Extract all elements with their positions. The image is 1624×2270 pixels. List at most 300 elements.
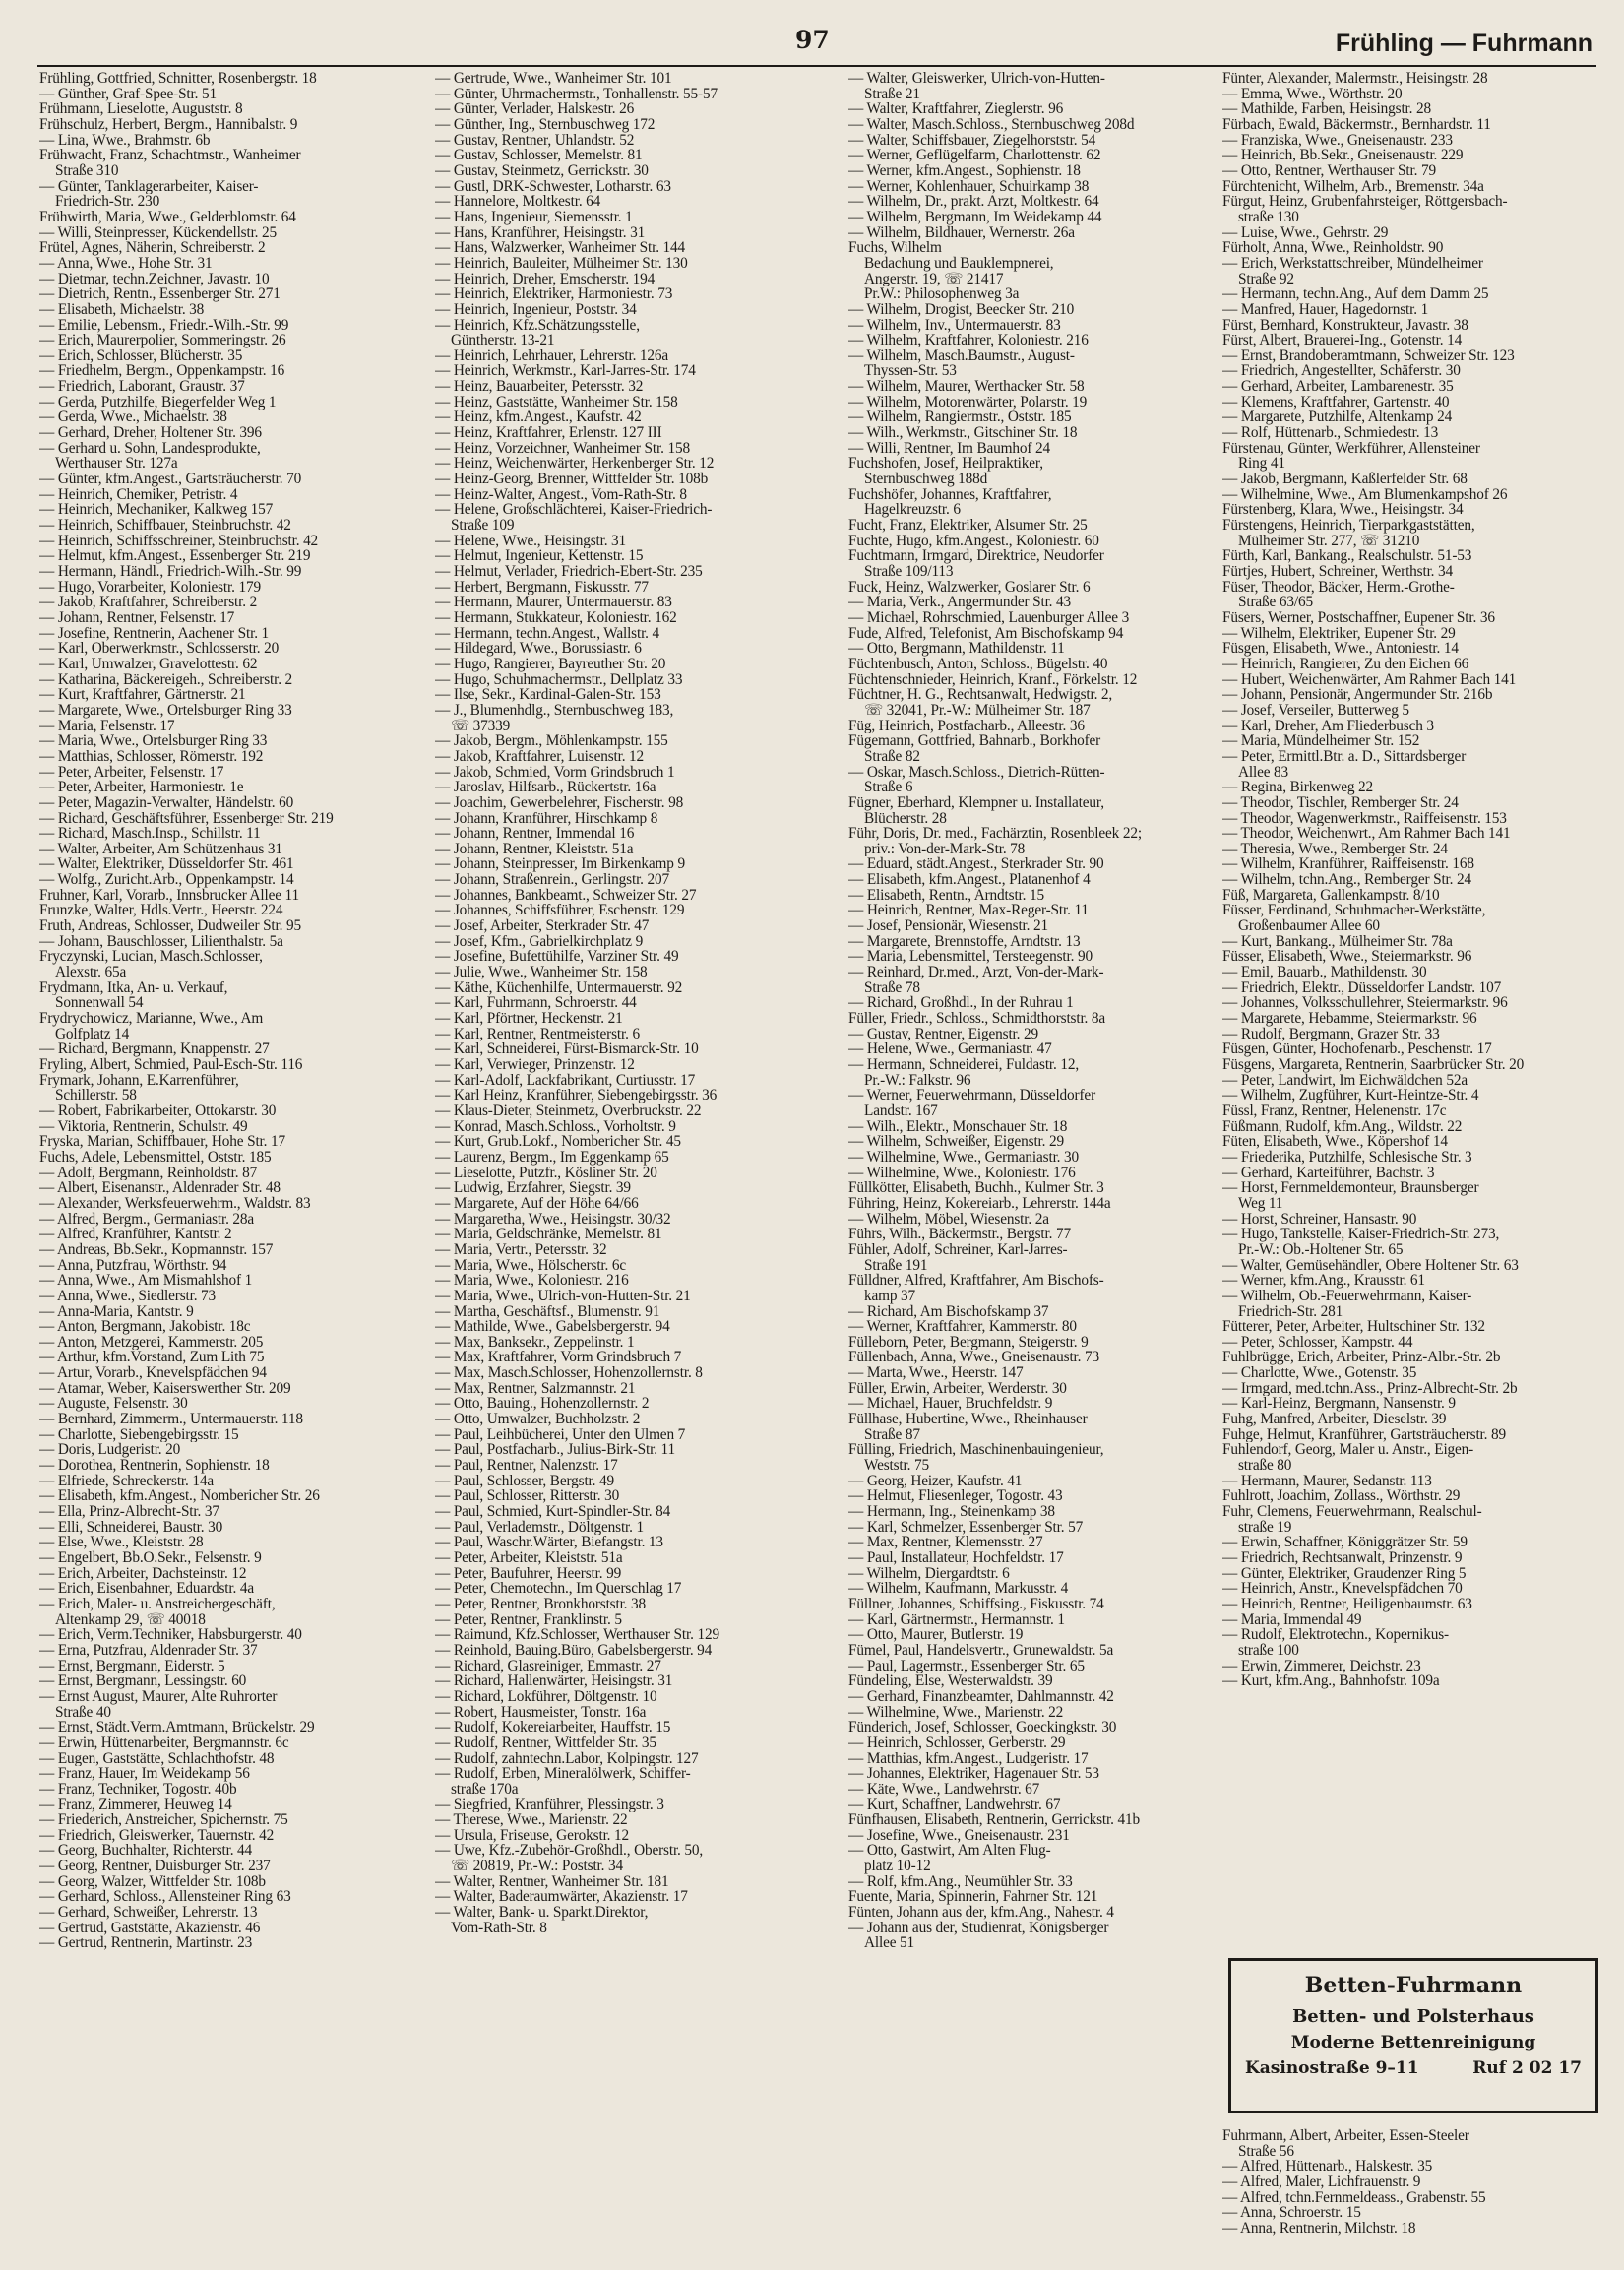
- directory-entry: — Gerda, Putzhilfe, Biegerfelder Weg 1: [39, 394, 277, 410]
- directory-entry: — Kurt, Grub.Lokf., Nombericher Str. 45: [435, 1134, 681, 1150]
- ad-tagline: Moderne Bettenreinigung: [1290, 2033, 1536, 2052]
- directory-entry: Fürstenau, Günter, Werkführer, Allensteiner: [1222, 440, 1480, 457]
- directory-entry: — Heinz-Walter, Angest., Vom-Rath-Str. 8: [435, 486, 687, 503]
- entry-continuation: Friedrich-Str. 230: [55, 194, 160, 210]
- directory-entry: Füten, Elisabeth, Wwe., Köpershof 14: [1222, 1134, 1448, 1150]
- directory-entry: Frühwacht, Franz, Schachtmstr., Wanheimer: [39, 148, 301, 163]
- directory-entry: — Johannes, Schiffsführer, Eschenstr. 129: [435, 903, 685, 919]
- entry-continuation: Pr.-W.: Ob.-Holtener Str. 65: [1238, 1241, 1404, 1258]
- directory-column-3: [848, 71, 1238, 2258]
- directory-entry: — Max, Rentner, Klemensstr. 27: [848, 1535, 1043, 1550]
- entry-continuation: Weg 11: [1238, 1195, 1283, 1212]
- directory-entry: — Günter, Tanklagerarbeiter, Kaiser-: [39, 178, 259, 195]
- directory-entry: — Anna-Maria, Kantstr. 9: [39, 1303, 194, 1320]
- directory-entry: — Gertrude, Wwe., Wanheimer Str. 101: [435, 71, 672, 87]
- entry-continuation: straße 80: [1238, 1458, 1292, 1474]
- ad-title: Betten-Fuhrmann: [1304, 1973, 1523, 1998]
- directory-entry: Füllhase, Hubertine, Wwe., Rheinhauser: [848, 1412, 1088, 1427]
- directory-entry: — Matthias, kfm.Angest., Ludgeristr. 17: [848, 1750, 1089, 1767]
- entry-continuation: Straße 63/65: [1238, 595, 1313, 610]
- directory-entry: — Wilhelm, Ob.-Feuerwehrmann, Kaiser-: [1222, 1288, 1472, 1304]
- directory-entry: — Richard, Glasreiniger, Emmastr. 27: [435, 1658, 661, 1674]
- directory-entry: — Johannes, Volksschullehrer, Steiermarkstr. 96: [1222, 995, 1508, 1012]
- directory-entry: — Julie, Wwe., Wanheimer Str. 158: [435, 965, 648, 980]
- directory-entry: — Heinrich, Rentner, Heiligenbaumstr. 63: [1222, 1596, 1472, 1612]
- directory-entry: — Friedrich, Laborant, Graustr. 37: [39, 379, 245, 395]
- directory-entry: — Otto, Umwalzer, Buchholzstr. 2: [435, 1412, 641, 1427]
- running-head: Frühling — Fuhrmann: [1335, 30, 1593, 57]
- entry-continuation: Großenbaumer Allee 60: [1238, 918, 1380, 934]
- directory-entry: — Rudolf, Rentner, Wittfelder Str. 35: [435, 1734, 656, 1751]
- directory-entry: — Matthias, Schlosser, Römerstr. 192: [39, 748, 264, 765]
- directory-entry: — Charlotte, Siebengebirgsstr. 15: [39, 1426, 239, 1443]
- directory-entry: Fude, Alfred, Telefonist, Am Bischofskamp 94: [848, 625, 1124, 642]
- entry-continuation: Pr.-W.: Falkstr. 96: [864, 1072, 971, 1089]
- directory-entry: — Oskar, Masch.Schloss., Dietrich-Rütten-: [848, 764, 1105, 781]
- directory-entry: Fuchs, Adele, Lebensmittel, Oststr. 185: [39, 1149, 272, 1166]
- directory-entry: — Gerhard, Arbeiter, Lambarenestr. 35: [1222, 379, 1454, 395]
- directory-entry: — Karl, Schneiderei, Fürst-Bismarck-Str. 10: [435, 1041, 699, 1057]
- entry-continuation: Schillerstr. 58: [55, 1088, 137, 1103]
- directory-entry: — Peter, Rentner, Bronkhorststr. 38: [435, 1596, 647, 1612]
- directory-entry: Führ, Doris, Dr. med., Fachärztin, Rosenbleek 22;: [848, 826, 1142, 842]
- directory-entry: Fuhr, Clemens, Feuerwehrmann, Realschul-: [1222, 1504, 1482, 1520]
- entry-continuation: Vom-Rath-Str. 8: [451, 1920, 547, 1936]
- directory-entry: Füller, Erwin, Arbeiter, Werderstr. 30: [848, 1380, 1067, 1397]
- directory-entry: Füllner, Johannes, Schiffsing., Fiskusstr. 74: [848, 1596, 1104, 1612]
- directory-entry: — Erich, Eisenbahner, Eduardstr. 4a: [39, 1581, 254, 1597]
- directory-entry: — Josef, Pensionär, Wiesenstr. 21: [848, 918, 1048, 934]
- directory-entry: — Robert, Hausmeister, Tonstr. 16a: [435, 1704, 647, 1721]
- directory-entry: — Wilhelm, Maurer, Werthacker Str. 58: [848, 379, 1085, 395]
- directory-entry: — Friedrich, Elektr., Düsseldorfer Landstr. 107: [1222, 979, 1502, 996]
- directory-entry: — Jakob, Bergmann, Kaßlerfelder Str. 68: [1222, 472, 1468, 487]
- directory-entry: — Hans, Walzwerker, Wanheimer Str. 144: [435, 240, 686, 256]
- entry-continuation: Hagelkreuzstr. 6: [864, 502, 961, 519]
- directory-entry: Füß, Margareta, Gallenkampstr. 8/10: [1222, 887, 1440, 904]
- directory-entry: — Günter, kfm.Angest., Gartsträucherstr. 70: [39, 472, 302, 487]
- directory-entry: — Maria, Mündelheimer Str. 152: [1222, 733, 1420, 749]
- entry-continuation: Straße 191: [864, 1257, 928, 1274]
- directory-entry: — Jakob, Schmied, Vorm Grindsbruch 1: [435, 764, 675, 781]
- directory-entry: Fürth, Karl, Bankang., Realschulstr. 51-53: [1222, 548, 1472, 564]
- directory-entry: — Margarete, Hebamme, Steiermarkstr. 96: [1222, 1011, 1477, 1027]
- directory-entry: — Erich, Arbeiter, Dachsteinstr. 12: [39, 1565, 247, 1582]
- directory-entry: — Karl, Dreher, Am Fliederbusch 3: [1222, 718, 1434, 734]
- directory-entry: — Hermann, techn.Ang., Auf dem Damm 25: [1222, 286, 1489, 302]
- directory-entry: — Heinz, Vorzeichner, Wanheimer Str. 158: [435, 440, 690, 457]
- directory-entry: — Helene, Wwe., Germaniastr. 47: [848, 1041, 1052, 1057]
- directory-entry: — Karl Heinz, Kranführer, Siebengebirgsstr. 36: [435, 1088, 718, 1103]
- directory-entry: — Hermann, Ing., Steinenkamp 38: [848, 1504, 1055, 1520]
- directory-entry: — Johann, Rentner, Immendal 16: [435, 826, 635, 842]
- directory-entry: — Josef, Arbeiter, Sterkrader Str. 47: [435, 918, 650, 934]
- directory-entry: — Gerhard u. Sohn, Landesprodukte,: [39, 440, 261, 457]
- directory-entry: — Horst, Schreiner, Hansastr. 90: [1222, 1211, 1417, 1228]
- directory-entry: — Emil, Bauarb., Mathildenstr. 30: [1222, 965, 1427, 980]
- directory-entry: — Elfriede, Schreckerstr. 14a: [39, 1473, 215, 1489]
- directory-entry: — Paul, Postfacharb., Julius-Birk-Str. 11: [435, 1442, 675, 1459]
- directory-entry: — Elisabeth, Michaelstr. 38: [39, 301, 205, 318]
- directory-entry: Füllenbach, Anna, Wwe., Gneisenaustr. 73: [848, 1350, 1099, 1366]
- entry-continuation: Bedachung und Bauklempnerei,: [864, 255, 1054, 272]
- directory-entry: — Josef, Verseiler, Butterweg 5: [1222, 702, 1409, 719]
- directory-entry: — Irmgard, med.tchn.Ass., Prinz-Albrecht-Str. 2b: [1222, 1380, 1518, 1397]
- directory-entry: Fuhge, Helmut, Kranführer, Gartsträucherstr. 89: [1222, 1426, 1506, 1443]
- directory-entry: — Adolf, Bergmann, Reinholdstr. 87: [39, 1165, 258, 1181]
- entry-continuation: Straße 92: [1238, 271, 1294, 287]
- directory-entry: Fuhg, Manfred, Arbeiter, Dieselstr. 39: [1222, 1412, 1447, 1427]
- directory-entry: — Else, Wwe., Kleiststr. 28: [39, 1535, 204, 1550]
- directory-entry: — Gustav, Rentner, Uhlandstr. 52: [435, 132, 635, 149]
- directory-entry: — Heinrich, Mechaniker, Kalkweg 157: [39, 502, 274, 519]
- directory-entry: — Anton, Bergmann, Jakobistr. 18c: [39, 1319, 251, 1335]
- directory-entry: Fürchtenicht, Wilhelm, Arb., Bremenstr. 34a: [1222, 178, 1484, 195]
- directory-entry: — Peter, Rentner, Franklinstr. 5: [435, 1611, 622, 1628]
- directory-entry: — Lieselotte, Putzfr., Kösliner Str. 20: [435, 1165, 657, 1181]
- directory-entry: — Georg, Heizer, Kaufstr. 41: [848, 1473, 1023, 1489]
- directory-entry: — Hannelore, Moltkestr. 64: [435, 194, 601, 210]
- directory-entry: — Kurt, Bankang., Mülheimer Str. 78a: [1222, 933, 1453, 950]
- directory-entry: — Ernst, Brandoberamtmann, Schweizer Str. 123: [1222, 347, 1515, 364]
- directory-entry: — Walter, Bank- u. Sparkt.Direktor,: [435, 1905, 649, 1921]
- entry-continuation: Golfplatz 14: [55, 1026, 130, 1042]
- directory-entry: Führs, Wilh., Bäckermstr., Bergstr. 77: [848, 1227, 1071, 1242]
- directory-entry: Fuhlbrügge, Erich, Arbeiter, Prinz-Albr.-Str. 2b: [1222, 1350, 1501, 1366]
- directory-entry: — Mathilde, Farben, Heisingstr. 28: [1222, 101, 1432, 117]
- directory-entry: — Kurt, kfm.Ang., Bahnhofstr. 109a: [1222, 1673, 1440, 1689]
- directory-entry: — Maria, Wwe., Ortelsburger Ring 33: [39, 733, 268, 749]
- directory-entry: — Elli, Schneiderei, Baustr. 30: [39, 1519, 223, 1536]
- directory-entry: — Richard, Hallenwärter, Heisingstr. 31: [435, 1673, 673, 1689]
- directory-entry: — Johann, Straßenrein., Gerlingstr. 207: [435, 872, 670, 888]
- directory-entry: — Willi, Rentner, Im Baumhof 24: [848, 440, 1050, 457]
- directory-entry: — Engelbert, Bb.O.Sekr., Felsenstr. 9: [39, 1550, 262, 1566]
- directory-entry: Fuhrmann, Albert, Arbeiter, Essen-Steeler: [1222, 2128, 1469, 2144]
- directory-entry: — Gertrud, Gaststätte, Akazienstr. 46: [39, 1920, 261, 1936]
- directory-entry: — Maria, Verk., Angermunder Str. 43: [848, 595, 1072, 610]
- directory-entry: — Katharina, Bäckereigeh., Schreiberstr. 2: [39, 671, 293, 688]
- directory-entry: — Anna, Wwe., Siedlerstr. 73: [39, 1288, 217, 1304]
- directory-entry: — Heinrich, Rangierer, Zu den Eichen 66: [1222, 656, 1469, 672]
- directory-entry: — Otto, Gastwirt, Am Alten Flug-: [848, 1843, 1051, 1860]
- entry-continuation: Güntherstr. 13-21: [451, 333, 555, 348]
- directory-entry: — Otto, Bergmann, Mathildenstr. 11: [848, 641, 1065, 657]
- directory-entry: — Erwin, Hüttenarbeiter, Bergmannstr. 6c: [39, 1734, 289, 1751]
- directory-entry: — Heinrich, Bauleiter, Mülheimer Str. 130: [435, 255, 688, 272]
- directory-entry: — Paul, Lagermstr., Essenberger Str. 65: [848, 1658, 1085, 1674]
- directory-entry: Frydmann, Itka, An- u. Verkauf,: [39, 979, 228, 996]
- directory-entry: — Heinrich, Werkmstr., Karl-Jarres-Str. 174: [435, 363, 696, 380]
- directory-entry: — Helene, Wwe., Heisingstr. 31: [435, 533, 627, 549]
- directory-entry: — Ella, Prinz-Albrecht-Str. 37: [39, 1504, 219, 1520]
- page-number: 97: [795, 26, 830, 54]
- directory-entry: — Maria, Immendal 49: [1222, 1611, 1362, 1628]
- directory-entry: — Günter, Uhrmachermstr., Tonhallenstr. 55-57: [435, 86, 718, 102]
- directory-entry: — Heinrich, Rentner, Max-Reger-Str. 11: [848, 903, 1089, 919]
- directory-entry: — Atamar, Weber, Kaiserswerther Str. 209: [39, 1380, 291, 1397]
- directory-entry: — Paul, Leihbücherei, Unter den Ulmen 7: [435, 1426, 686, 1443]
- directory-entry: — Siegfried, Kranführer, Plessingstr. 3: [435, 1797, 664, 1813]
- directory-entry: — Käthe, Küchenhilfe, Untermauerstr. 92: [435, 979, 683, 996]
- directory-entry: — Hans, Kranführer, Heisingstr. 31: [435, 224, 646, 241]
- directory-entry: Fülldner, Alfred, Kraftfahrer, Am Bischofs-: [848, 1273, 1104, 1289]
- directory-entry: — Ursula, Friseuse, Gerokstr. 12: [435, 1827, 630, 1844]
- directory-entry: Fuhlrott, Joachim, Zollass., Wörthstr. 29: [1222, 1488, 1461, 1505]
- directory-entry: — Klaus-Dieter, Steinmetz, Overbruckstr. 22: [435, 1103, 702, 1119]
- entry-continuation: Pr.W.: Philosophenweg 3a: [864, 286, 1020, 302]
- advertisement-box: [1228, 1958, 1598, 2113]
- directory-entry: — Hermann, Maurer, Sedanstr. 113: [1222, 1473, 1432, 1489]
- directory-entry: — Hermann, Stukkateur, Koloniestr. 162: [435, 609, 677, 626]
- directory-entry: — Heinrich, Anstr., Knevelspfädchen 70: [1222, 1581, 1463, 1597]
- directory-entry: — Ludwig, Erzfahrer, Siegstr. 39: [435, 1180, 631, 1196]
- directory-entry: — Alfred, Maler, Lichfrauenstr. 9: [1222, 2174, 1421, 2190]
- directory-entry: Fürbach, Ewald, Bäckermstr., Bernhardstr. 11: [1222, 116, 1491, 133]
- directory-entry: Füller, Friedr., Schloss., Schmidthorststr. 8a: [848, 1011, 1106, 1027]
- directory-entry: Füsser, Ferdinand, Schuhmacher-Werkstätte,: [1222, 903, 1486, 919]
- directory-entry: — Gustav, Steinmetz, Gerrickstr. 30: [435, 162, 649, 179]
- entry-continuation: Straße 21: [864, 86, 920, 102]
- directory-entry: — Johannes, Elektriker, Hagenauer Str. 53: [848, 1766, 1099, 1782]
- entry-continuation: Mülheimer Str. 277, ☏ 31210: [1238, 533, 1420, 549]
- directory-entry: — Gerhard, Schweißer, Lehrerstr. 13: [39, 1905, 258, 1921]
- directory-entry: — Werner, Kraftfahrer, Kammerstr. 80: [848, 1319, 1077, 1335]
- directory-entry: — Gustav, Rentner, Eigenstr. 29: [848, 1026, 1038, 1042]
- entry-continuation: ☏ 32041, Pr.-W.: Mülheimer Str. 187: [864, 702, 1091, 719]
- directory-entry: — Dietmar, techn.Zeichner, Javastr. 10: [39, 271, 270, 287]
- directory-entry: — Rudolf, Kokereiarbeiter, Hauffstr. 15: [435, 1720, 671, 1735]
- directory-entry: — Max, Rentner, Salzmannstr. 21: [435, 1380, 636, 1397]
- directory-entry: — Hugo, Schuhmachermstr., Dellplatz 33: [435, 671, 683, 688]
- directory-entry: — Heinz, Kraftfahrer, Erlenstr. 127 III: [435, 425, 662, 441]
- ad-address: Kasinostraße 9–11: [1245, 2058, 1419, 2078]
- directory-entry: Fuchshofen, Josef, Heilpraktiker,: [848, 456, 1043, 473]
- directory-entry: Füchtenschnieder, Heinrich, Kranf., Förkelstr. 12: [848, 671, 1138, 688]
- directory-entry: — Hermann, Maurer, Untermauerstr. 83: [435, 595, 672, 610]
- entry-continuation: Sternbuschweg 188d: [864, 472, 988, 487]
- directory-entry: — Friedrich, Rechtsanwalt, Prinzenstr. 9: [1222, 1550, 1463, 1566]
- directory-entry: Füllkötter, Elisabeth, Buchh., Kulmer Str. 3: [848, 1180, 1104, 1196]
- directory-entry: — Wilhelm, Drogist, Beecker Str. 210: [848, 301, 1075, 318]
- directory-entry: Füßmann, Rudolf, kfm.Ang., Wildstr. 22: [1222, 1118, 1463, 1135]
- directory-entry: Fuchs, Wilhelm: [848, 240, 942, 256]
- directory-entry: — J., Blumenhdlg., Sternbuschweg 183,: [435, 702, 674, 719]
- directory-entry: — Wilhelm, Dr., prakt. Arzt, Moltkestr. 64: [848, 194, 1099, 210]
- directory-entry: — Jakob, Bergm., Möhlenkampstr. 155: [435, 733, 668, 749]
- directory-entry: Fümel, Paul, Handelsvertr., Grunewaldstr. 5a: [848, 1642, 1114, 1659]
- directory-entry: Füser, Theodor, Bäcker, Herm.-Grothe-: [1222, 579, 1455, 596]
- directory-entry: — Günter, Elektriker, Graudenzer Ring 5: [1222, 1565, 1467, 1582]
- directory-entry: — Viktoria, Rentnerin, Schulstr. 49: [39, 1118, 248, 1135]
- directory-entry: — Bernhard, Zimmerm., Untermauerstr. 118: [39, 1412, 303, 1427]
- directory-entry: — Richard, Großhdl., In der Ruhrau 1: [848, 995, 1074, 1012]
- directory-entry: — Wilhelm, Zugführer, Kurt-Heintze-Str. 4: [1222, 1088, 1479, 1103]
- directory-entry: — Josefine, Bufettühilfe, Varziner Str. 49: [435, 949, 679, 966]
- directory-entry: — Gerhard, Finanzbeamter, Dahlmannstr. 42: [848, 1688, 1114, 1705]
- directory-entry: — Johann, Pensionär, Angermunder Str. 216b: [1222, 687, 1493, 703]
- directory-entry: Füchtner, H. G., Rechtsanwalt, Hedwigstr. 2,: [848, 687, 1113, 703]
- directory-entry: — Rudolf, Bergmann, Grazer Str. 33: [1222, 1026, 1440, 1042]
- directory-entry: — Peter, Arbeiter, Kleiststr. 51a: [435, 1550, 623, 1566]
- directory-entry: — Artur, Vorarb., Knevelspfädchen 94: [39, 1365, 267, 1381]
- directory-entry: — Emma, Wwe., Wörthstr. 20: [1222, 86, 1403, 102]
- directory-entry: Frühwirth, Maria, Wwe., Gelderblomstr. 64: [39, 209, 296, 225]
- directory-entry: — Wilhelm, Masch.Baumstr., August-: [848, 347, 1075, 364]
- directory-entry: — Anna, Rentnerin, Milchstr. 18: [1222, 2220, 1416, 2237]
- directory-entry: — Theodor, Tischler, Remberger Str. 24: [1222, 794, 1459, 811]
- directory-entry: — Paul, Schmied, Kurt-Spindler-Str. 84: [435, 1504, 671, 1520]
- directory-entry: Füsers, Werner, Postschaffner, Eupener Str. 36: [1222, 609, 1495, 626]
- directory-entry: Füsgens, Margareta, Rentnerin, Saarbrücker Str. 20: [1222, 1057, 1525, 1073]
- directory-entry: — Martha, Geschäftsf., Blumenstr. 91: [435, 1303, 660, 1320]
- entry-continuation: Straße 6: [864, 780, 913, 795]
- directory-entry: — Franz, Zimmerer, Heuweg 14: [39, 1797, 232, 1813]
- directory-entry: — Gerhard, Dreher, Holtener Str. 396: [39, 425, 262, 441]
- directory-entry: Fühler, Adolf, Schreiner, Karl-Jarres-: [848, 1241, 1068, 1258]
- directory-entry: — Otto, Bauing., Hohenzollernstr. 2: [435, 1396, 650, 1413]
- directory-entry: — Peter, Schlosser, Kampstr. 44: [1222, 1334, 1413, 1351]
- directory-entry: — Karl, Pförtner, Heckenstr. 21: [435, 1011, 623, 1027]
- directory-entry: — Franziska, Wwe., Gneisenaustr. 233: [1222, 132, 1453, 149]
- directory-entry: Füsgen, Elisabeth, Wwe., Antoniestr. 14: [1222, 641, 1459, 657]
- directory-entry: — Luise, Wwe., Gehrstr. 29: [1222, 224, 1389, 241]
- directory-entry: — Anna, Wwe., Am Mismahlshof 1: [39, 1273, 253, 1289]
- directory-entry: — Max, Kraftfahrer, Vorm Grindsbruch 7: [435, 1350, 682, 1366]
- directory-entry: — Walter, Gleiswerker, Ulrich-von-Hutten-: [848, 71, 1105, 87]
- directory-entry: — Helmut, Ingenieur, Kettenstr. 15: [435, 548, 644, 564]
- directory-entry: — Karl, Umwalzer, Gravelottestr. 62: [39, 656, 258, 672]
- directory-entry: — Alfred, tchn.Fernmeldeass., Grabenstr. 55: [1222, 2189, 1486, 2206]
- directory-entry: — Rolf, kfm.Ang., Neumühler Str. 33: [848, 1873, 1073, 1890]
- directory-entry: — Gustl, DRK-Schwester, Lotharstr. 63: [435, 178, 671, 195]
- directory-entry: Fruth, Andreas, Schlosser, Dudweiler Str. 95: [39, 918, 301, 934]
- entry-continuation: Werthauser Str. 127a: [55, 456, 178, 473]
- directory-entry: — Ernst, Bergmann, Eiderstr. 5: [39, 1658, 225, 1674]
- directory-entry: — Maria, Vertr., Petersstr. 32: [435, 1241, 607, 1258]
- directory-entry: — Heinz, kfm.Angest., Kaufstr. 42: [435, 410, 642, 426]
- entry-continuation: straße 19: [1238, 1519, 1292, 1536]
- directory-entry: — Heinrich, Ingenieur, Poststr. 34: [435, 301, 637, 318]
- directory-entry: — Johann, Steinpresser, Im Birkenkamp 9: [435, 856, 685, 873]
- directory-entry: — Gerhard, Karteiführer, Bachstr. 3: [1222, 1165, 1435, 1181]
- directory-entry: — Elisabeth, kfm.Angest., Nombericher Str. 26: [39, 1488, 320, 1505]
- directory-entry: — Otto, Maurer, Butlerstr. 19: [848, 1627, 1024, 1643]
- ad-contact-row: [1231, 2058, 1595, 2078]
- directory-entry: — Gertrud, Rentnerin, Martinstr. 23: [39, 1935, 253, 1952]
- directory-entry: Frühschulz, Herbert, Bergm., Hannibalstr. 9: [39, 116, 298, 133]
- directory-entry: Fündeling, Else, Westerwaldstr. 39: [848, 1673, 1053, 1689]
- directory-entry: — Alfred, Hüttenarb., Halskestr. 35: [1222, 2159, 1433, 2175]
- entry-continuation: Straße 310: [55, 162, 119, 179]
- directory-entry: — Walter, Masch.Schloss., Sternbuschweg 208d: [848, 116, 1135, 133]
- directory-entry: — Maria, Wwe., Hölscherstr. 6c: [435, 1257, 627, 1274]
- directory-entry: — Charlotte, Wwe., Gotenstr. 35: [1222, 1365, 1417, 1381]
- directory-entry: — Georg, Rentner, Duisburger Str. 237: [39, 1859, 271, 1874]
- directory-entry: — Michael, Hauer, Bruchfeldstr. 9: [848, 1396, 1053, 1413]
- directory-entry: — Karl, Rentner, Rentmeisterstr. 6: [435, 1026, 640, 1042]
- directory-entry: — Laurenz, Bergm., Im Eggenkamp 65: [435, 1149, 669, 1166]
- directory-entry: — Wilhelm, Bildhauer, Wernerstr. 26a: [848, 224, 1075, 241]
- directory-entry: — Josefine, Rentnerin, Aachener Str. 1: [39, 625, 270, 642]
- directory-entry: — Raimund, Kfz.Schlosser, Werthauser Str. 129: [435, 1627, 719, 1643]
- directory-entry: — Theresia, Wwe., Remberger Str. 24: [1222, 841, 1448, 857]
- directory-entry: — Reinhard, Dr.med., Arzt, Von-der-Mark-: [848, 965, 1104, 980]
- directory-entry: — Peter, Magazin-Verwalter, Händelstr. 60: [39, 794, 294, 811]
- entry-continuation: Blücherstr. 28: [864, 810, 947, 827]
- directory-entry: Fuck, Heinz, Walzwerker, Goslarer Str. 6: [848, 579, 1091, 596]
- entry-continuation: Allee 51: [864, 1935, 915, 1952]
- entry-continuation: straße 100: [1238, 1642, 1299, 1659]
- directory-entry: — Margarete, Wwe., Ortelsburger Ring 33: [39, 702, 292, 719]
- directory-entry: Fünderich, Josef, Schlosser, Goeckingkstr. 30: [848, 1720, 1117, 1735]
- directory-entry: Fünfhausen, Elisabeth, Rentnerin, Gerrickstr. 41b: [848, 1812, 1140, 1828]
- directory-entry: — Peter, Arbeiter, Felsenstr. 17: [39, 764, 224, 781]
- directory-entry: — Anna, Schroerstr. 15: [1222, 2205, 1361, 2221]
- directory-entry: — Maria, Wwe., Ulrich-von-Hutten-Str. 21: [435, 1288, 691, 1304]
- directory-entry: — Eduard, städt.Angest., Sterkrader Str. 90: [848, 856, 1104, 873]
- directory-entry: — Richard, Lokführer, Döltgenstr. 10: [435, 1688, 657, 1705]
- directory-entry: — Konrad, Masch.Schloss., Vorholtstr. 9: [435, 1118, 676, 1135]
- directory-entry: — Mathilde, Wwe., Gabelsbergerstr. 94: [435, 1319, 670, 1335]
- directory-entry: Fürstengens, Heinrich, Tierparkgaststätten,: [1222, 518, 1475, 534]
- directory-entry: Füchtenbusch, Anton, Schloss., Bügelstr. 40: [848, 656, 1108, 672]
- directory-entry: — Ernst, Städt.Verm.Amtmann, Brückelstr. 29: [39, 1720, 315, 1735]
- entry-continuation: Straße 78: [864, 979, 920, 996]
- directory-entry: — Wilhelm, Kaufmann, Markusstr. 4: [848, 1581, 1069, 1597]
- directory-entry: Führing, Heinz, Kokereiarb., Lehrerstr. 144a: [848, 1195, 1111, 1212]
- directory-entry: — Werner, Feuerwehrmann, Düsseldorfer: [848, 1088, 1096, 1103]
- directory-entry: — Alfred, Bergm., Germaniastr. 28a: [39, 1211, 255, 1228]
- directory-entry: — Heinrich, Schiffbauer, Steinbruchstr. 42: [39, 518, 291, 534]
- directory-entry: — Otto, Rentner, Werthauser Str. 79: [1222, 162, 1436, 179]
- directory-entry: — Karl, Fuhrmann, Schroerstr. 44: [435, 995, 637, 1012]
- directory-entry: — Georg, Walzer, Wittfelder Str. 108b: [39, 1873, 266, 1890]
- page-header: [0, 0, 1624, 69]
- directory-entry: — Johann, Rentner, Kleiststr. 51a: [435, 841, 634, 857]
- directory-entry: — Michael, Rohrschmied, Lauenburger Allee 3: [848, 609, 1130, 626]
- entry-continuation: Straße 87: [864, 1426, 920, 1443]
- directory-entry: — Anna, Putzfrau, Wörthstr. 94: [39, 1257, 227, 1274]
- directory-entry: — Elisabeth, Rentn., Arndtstr. 15: [848, 887, 1044, 904]
- entry-continuation: Straße 40: [55, 1704, 111, 1721]
- directory-entry: Frymark, Johann, E.Karrenführer,: [39, 1072, 239, 1089]
- directory-entry: — Wilhelm, Schweißer, Eigenstr. 29: [848, 1134, 1064, 1150]
- directory-entry: — Friedhelm, Bergm., Oppenkampstr. 16: [39, 363, 285, 380]
- directory-entry: Fürtjes, Hubert, Schreiner, Werthstr. 34: [1222, 564, 1454, 580]
- directory-entry: — Friedrich, Angestellter, Schäferstr. 30: [1222, 363, 1461, 380]
- directory-entry: — Erna, Putzfrau, Aldenrader Str. 37: [39, 1642, 258, 1659]
- directory-entry: — Wilhelmine, Wwe., Am Blumenkampshof 26: [1222, 486, 1508, 503]
- directory-entry: — Albert, Eisenanstr., Aldenrader Str. 48: [39, 1180, 281, 1196]
- directory-entry: — Peter, Ermittl.Btr. a. D., Sittardsberger: [1222, 748, 1467, 765]
- directory-entry: Fürholt, Anna, Wwe., Reinholdstr. 90: [1222, 240, 1444, 256]
- directory-entry: Fucht, Franz, Elektriker, Alsumer Str. 25: [848, 518, 1088, 534]
- directory-entry: — Walter, Elektriker, Düsseldorfer Str. 461: [39, 856, 294, 873]
- directory-entry: — Heinrich, Lehrhauer, Lehrerstr. 126a: [435, 347, 669, 364]
- directory-entry: Fuhlendorf, Georg, Maler u. Anstr., Eigen-: [1222, 1442, 1474, 1459]
- entry-continuation: Straße 82: [864, 748, 920, 765]
- directory-entry: — Heinrich, Dreher, Emscherstr. 194: [435, 271, 656, 287]
- entry-continuation: ☏ 37339: [451, 718, 511, 734]
- directory-entry: — Therese, Wwe., Marienstr. 22: [435, 1812, 628, 1828]
- directory-entry: — Wilhelmine, Wwe., Germaniastr. 30: [848, 1149, 1080, 1166]
- directory-entry: — Friederika, Putzhilfe, Schlesische Str. 3: [1222, 1149, 1472, 1166]
- directory-entry: — Dorothea, Rentnerin, Sophienstr. 18: [39, 1458, 270, 1474]
- directory-entry: — Walter, Schiffsbauer, Ziegelhorststr. 54: [848, 132, 1096, 149]
- ad-subtitle: Betten- und Polsterhaus: [1292, 2006, 1534, 2027]
- directory-entry: — Peter, Landwirt, Im Eichwäldchen 52a: [1222, 1072, 1468, 1089]
